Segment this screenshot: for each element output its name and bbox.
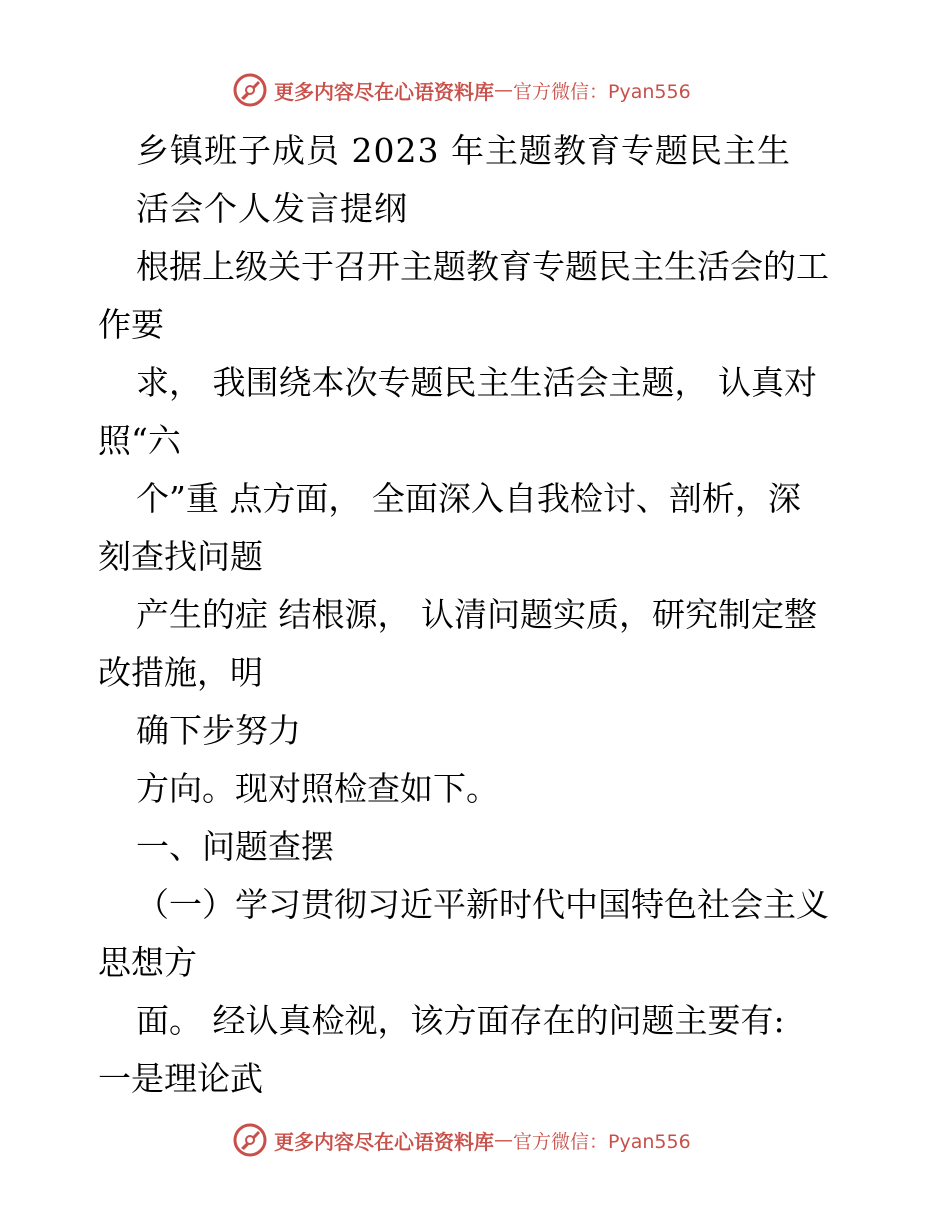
footer-dash: — (494, 1129, 513, 1151)
body-line: 刻查找问题 (98, 537, 263, 576)
body-line: 一是理论武 (98, 1059, 263, 1098)
document-body (98, 122, 858, 1108)
body-line: 改措施，明 (98, 653, 263, 692)
body-line: 思想方 (98, 943, 197, 982)
body-line: 根据上级关于召开主题教育专题民主生活会的工 (136, 247, 829, 286)
body-line: 方向。现对照检查如下。 (136, 769, 499, 808)
quill-seal-icon (232, 72, 268, 108)
footer-brand-text: 更多内容尽在心语资料库 (274, 1129, 494, 1154)
body-line: 确下步努力 (136, 711, 301, 750)
header-banner (232, 70, 712, 110)
section-heading: 一、问题查摆 (136, 827, 334, 866)
body-line: 个”重 点方面， 全面深入自我检讨、剖析，深 (136, 479, 801, 518)
body-line: 产生的症 结根源， 认清问题实质，研究制定整 (136, 595, 817, 634)
header-dash: — (494, 79, 513, 101)
header-contact-text: 官方微信：Pyan556 (513, 80, 691, 103)
body-line: 作要 (98, 305, 164, 344)
body-line: 照“六 (98, 421, 181, 460)
header-brand-text: 更多内容尽在心语资料库 (274, 79, 494, 104)
body-line: 求， 我围绕本次专题民主生活会主题， 认真对 (136, 363, 817, 402)
quill-seal-icon (232, 1122, 268, 1158)
footer-contact-text: 官方微信：Pyan556 (513, 1130, 691, 1153)
footer-banner (232, 1120, 712, 1160)
body-line: 面。 经认真检视，该方面存在的问题主要有: (136, 1001, 785, 1040)
subsection-heading: （一）学习贯彻习近平新时代中国特色社会主义 (136, 885, 829, 924)
title-line-1: 乡镇班子成员 2023 年主题教育专题民主生 (136, 131, 791, 170)
title-line-2: 活会个人发言提纲 (136, 189, 408, 228)
